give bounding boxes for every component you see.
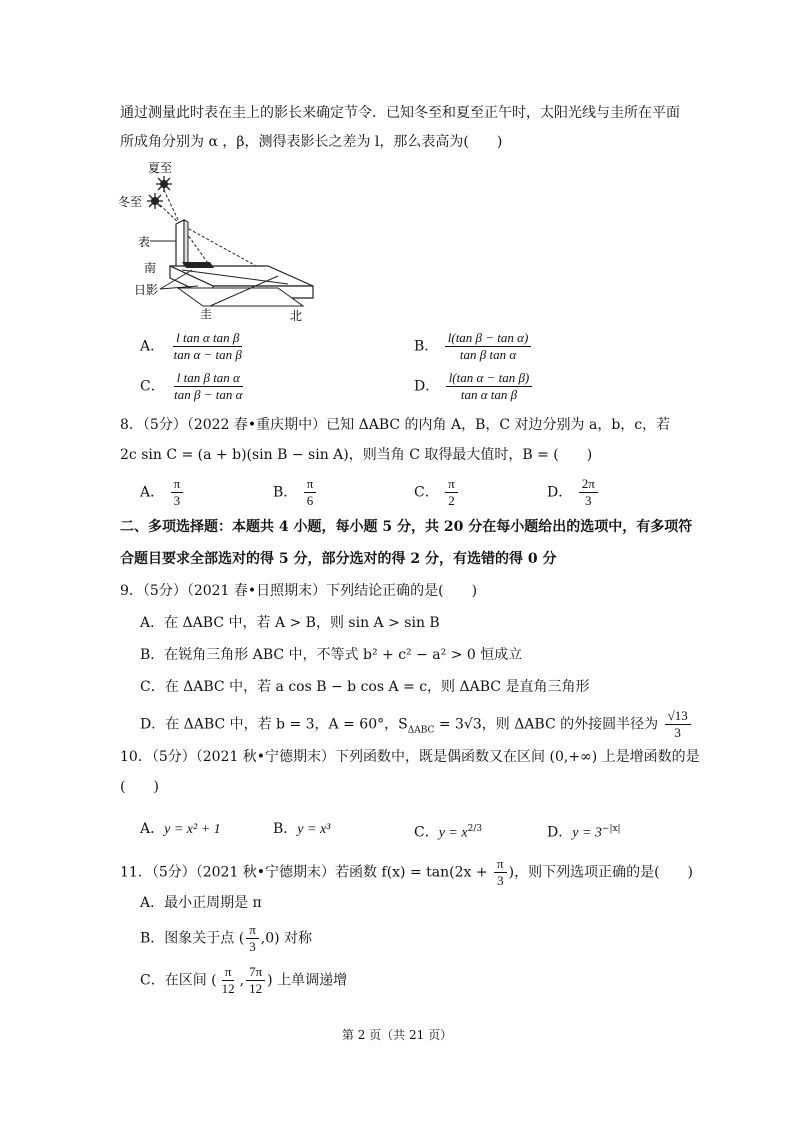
q9-option-d[interactable]: D．在 ΔABC 中，若 b = 3，A = 60°，$S_{\Delta ABC} = 3√3$，则 ΔABC 的外接圆半径为 $\frac{√13}{3}$ bbox=[140, 708, 693, 741]
q10-option-d[interactable]: D．$y = 3^{-|x|}$ bbox=[547, 824, 621, 841]
option-letter: C． bbox=[140, 378, 165, 395]
option-fraction: $\frac{\text{l(tan β − tan α)}}{\text{tan β tan α}}$ bbox=[445, 330, 532, 363]
q11-option-a[interactable]: A．最小正周期是 π bbox=[140, 895, 262, 911]
q8-option-d[interactable]: D． $\frac{2\pi}{3}$ bbox=[547, 476, 600, 509]
label-shadow: 日影 bbox=[134, 283, 159, 297]
label-gnomon: 表 bbox=[138, 235, 151, 249]
q7-option-d[interactable] bbox=[414, 370, 534, 403]
label-winter: 冬至 bbox=[118, 195, 143, 209]
q11-stem: 11．（5分）（2021 秋•宁德期末）若函数 f(x) = tan(2x + $\frac{\pi}{3}$ )，则下列选项正确的是( ) bbox=[120, 856, 693, 888]
q10-option-b[interactable]: B．y = x³ bbox=[273, 821, 331, 837]
q11-option-c[interactable]: C．在区间 ( $\frac{\pi}{12}$ , $\frac{7\pi}{12}$ ) 上单调递增 bbox=[140, 964, 348, 996]
q9-option-b[interactable]: B．在锐角三角形 ABC 中，不等式 b² + c² − a² > 0 恒成立 bbox=[140, 647, 523, 663]
q9-option-a[interactable]: A．在 ΔABC 中，若 A > B，则 sin A > sin B bbox=[140, 615, 440, 631]
q11-option-b[interactable]: B．图象关于点 ( $\frac{\pi}{3}$ ,0) 对称 bbox=[140, 922, 313, 954]
q9-stem: 9．（5分）（2021 春•日照期末）下列结论正确的是( ) bbox=[120, 583, 478, 599]
label-north: 北 bbox=[290, 309, 303, 323]
q8-stem-line1: 8．（5分）（2022 春•重庆期中）已知 ΔABC 的内角 A，B，C 对边分别为 a，b，c，若 bbox=[120, 417, 671, 433]
q7-option-a[interactable] bbox=[140, 330, 247, 363]
option-fraction: $\frac{\text{l tan α tan β}}{\text{tan α − tan β}}$ bbox=[173, 330, 242, 362]
option-fraction: $\frac{\text{l(tan α − tan β)}}{\text{tan α tan β}}$ bbox=[446, 370, 533, 403]
q9-option-c[interactable]: C．在 ΔABC 中，若 a cos B − b cos A = c，则 ΔABC 是直角三角形 bbox=[140, 679, 590, 695]
q7-option-b[interactable] bbox=[414, 330, 533, 363]
section2-header-line2: 合题目要求全部选对的得 5 分，部分选对的得 2 分，有选错的得 0 分 bbox=[120, 551, 557, 567]
q10-option-c[interactable]: C．$y = x^{2/3}$ bbox=[414, 824, 483, 841]
summer-sun-icon bbox=[156, 176, 172, 192]
q8-option-b[interactable]: B． $\frac{\pi}{6}$ bbox=[273, 476, 318, 509]
gnomon-figure bbox=[118, 158, 328, 324]
q8-stem-line2: 2c sin C = (a + b)(sin B − sin A)，则当角 C 取得最大值时，B = ( ) bbox=[120, 447, 593, 463]
q7-stem-line2: 所成角分别为 α ，β，测得表影长之差为 l，那么表高为( ) bbox=[120, 134, 503, 150]
section2-header-line1: 二、多项选择题：本题共 4 小题，每小题 5 分，共 20 分在每小题给出的选项中，有多项符 bbox=[120, 519, 693, 535]
label-gui: 圭 bbox=[200, 307, 213, 321]
q8-option-a[interactable]: A． $\frac{\pi}{3}$ bbox=[140, 476, 185, 509]
option-letter: A． bbox=[140, 338, 165, 355]
option-letter: D． bbox=[414, 378, 440, 395]
q10-option-a[interactable]: A．y = x² + 1 bbox=[140, 821, 221, 837]
label-south: 南 bbox=[144, 261, 157, 275]
q7-stem-line1: 通过测量此时表在圭上的影长来确定节令．已知冬至和夏至正午时，太阳光线与圭所在平面 bbox=[120, 105, 680, 121]
label-summer: 夏至 bbox=[148, 161, 173, 175]
option-fraction: $\frac{\text{l tan β tan α}}{\text{tan β − tan α}}$ bbox=[174, 370, 243, 402]
page-footer: 第 2 页（共 21 页） bbox=[341, 1028, 453, 1042]
q7-option-c[interactable] bbox=[140, 370, 247, 403]
option-letter: B． bbox=[414, 338, 439, 355]
q10-stem-line1: 10．（5分）（2021 秋•宁德期末）下列函数中，既是偶函数又在区间 (0,+∞) 上是增函数的是 bbox=[120, 749, 700, 765]
q10-stem-line2: ( ) bbox=[120, 779, 159, 795]
winter-sun-icon bbox=[147, 193, 163, 209]
q8-option-c[interactable]: C． $\frac{\pi}{2}$ bbox=[414, 476, 460, 509]
